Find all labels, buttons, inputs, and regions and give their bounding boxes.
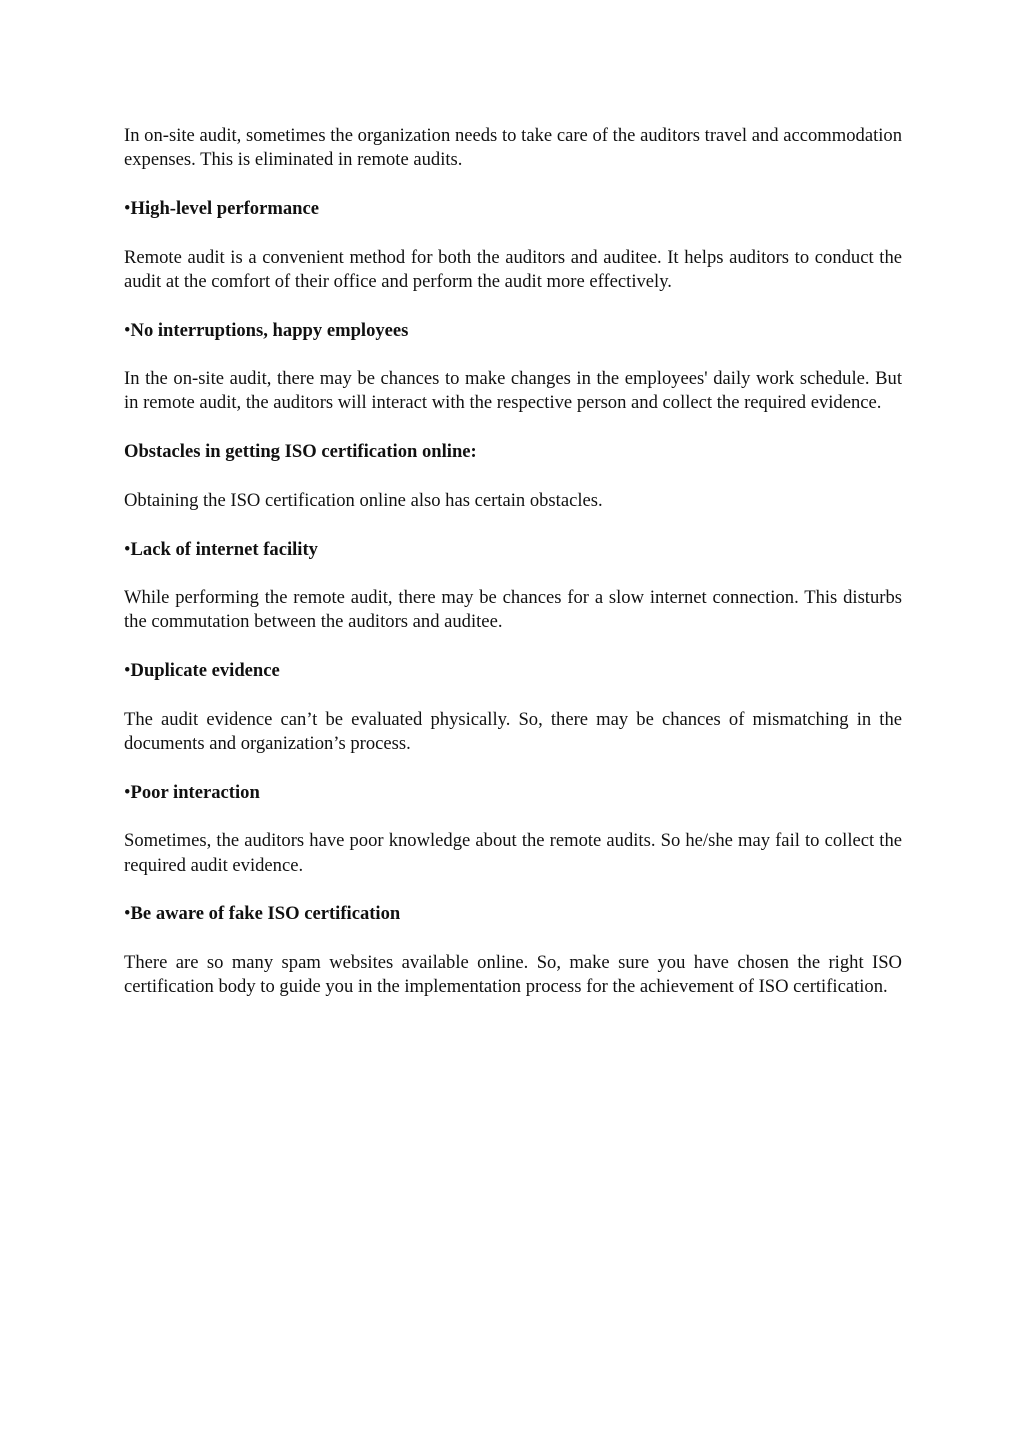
heading-text: Lack of internet facility xyxy=(130,538,318,560)
paragraph-evidence-mismatch: The audit evidence can’t be evaluated physically. So, there may be chances of mismatching in the documents and organization’s process. xyxy=(124,708,902,755)
paragraph-travel-expenses: In on-site audit, sometimes the organization needs to take care of the auditors travel and accommodation expenses. This is eliminated in remote audits. xyxy=(124,125,902,171)
document-page xyxy=(124,124,902,999)
heading-poor-interaction xyxy=(124,781,902,805)
paragraph-obstacles-intro: Obtaining the ISO certification online also has certain obstacles. xyxy=(124,489,603,511)
bullet-glyph: • xyxy=(124,197,131,219)
heading-high-level-performance xyxy=(124,197,902,221)
paragraph-slow-internet: While performing the remote audit, there may be chances for a slow internet connection. This disturbs the commutation between the auditors and auditee. xyxy=(124,587,902,633)
heading-fake-certification xyxy=(124,902,902,926)
bullet-glyph: • xyxy=(124,538,131,560)
paragraph-convenient-method: Remote audit is a convenient method for both the auditors and auditee. It helps auditors to conduct the audit at the comfort of their office and perform the audit more effectively. xyxy=(124,246,902,292)
heading-text: Poor interaction xyxy=(130,781,260,803)
heading-text: Be aware of fake ISO certification xyxy=(130,903,401,925)
bullet-glyph: • xyxy=(124,319,131,341)
bullet-glyph: • xyxy=(124,903,131,925)
paragraph-work-schedule: In the on-site audit, there may be chances to make changes in the employees' daily work schedule. But in remote audit, the auditors will interact with the respective person and collect the required evidence. xyxy=(124,368,902,414)
heading-text: Duplicate evidence xyxy=(130,660,280,682)
heading-duplicate-evidence xyxy=(124,659,902,683)
heading-lack-of-internet xyxy=(124,538,902,562)
heading-text: No interruptions, happy employees xyxy=(130,319,409,341)
paragraph-spam-websites: There are so many spam websites available online. So, make sure you have chosen the right ISO certification body to guide you in the implementation process for the achievement of ISO certification. xyxy=(124,952,902,998)
paragraph-poor-knowledge: Sometimes, the auditors have poor knowledge about the remote audits. So he/she may fail to collect the required audit evidence. xyxy=(124,830,902,876)
bullet-glyph: • xyxy=(124,781,131,803)
heading-obstacles: Obstacles in getting ISO certification online: xyxy=(124,441,477,463)
bullet-glyph: • xyxy=(124,660,131,682)
heading-text: High-level performance xyxy=(130,197,319,219)
heading-no-interruptions xyxy=(124,319,902,343)
